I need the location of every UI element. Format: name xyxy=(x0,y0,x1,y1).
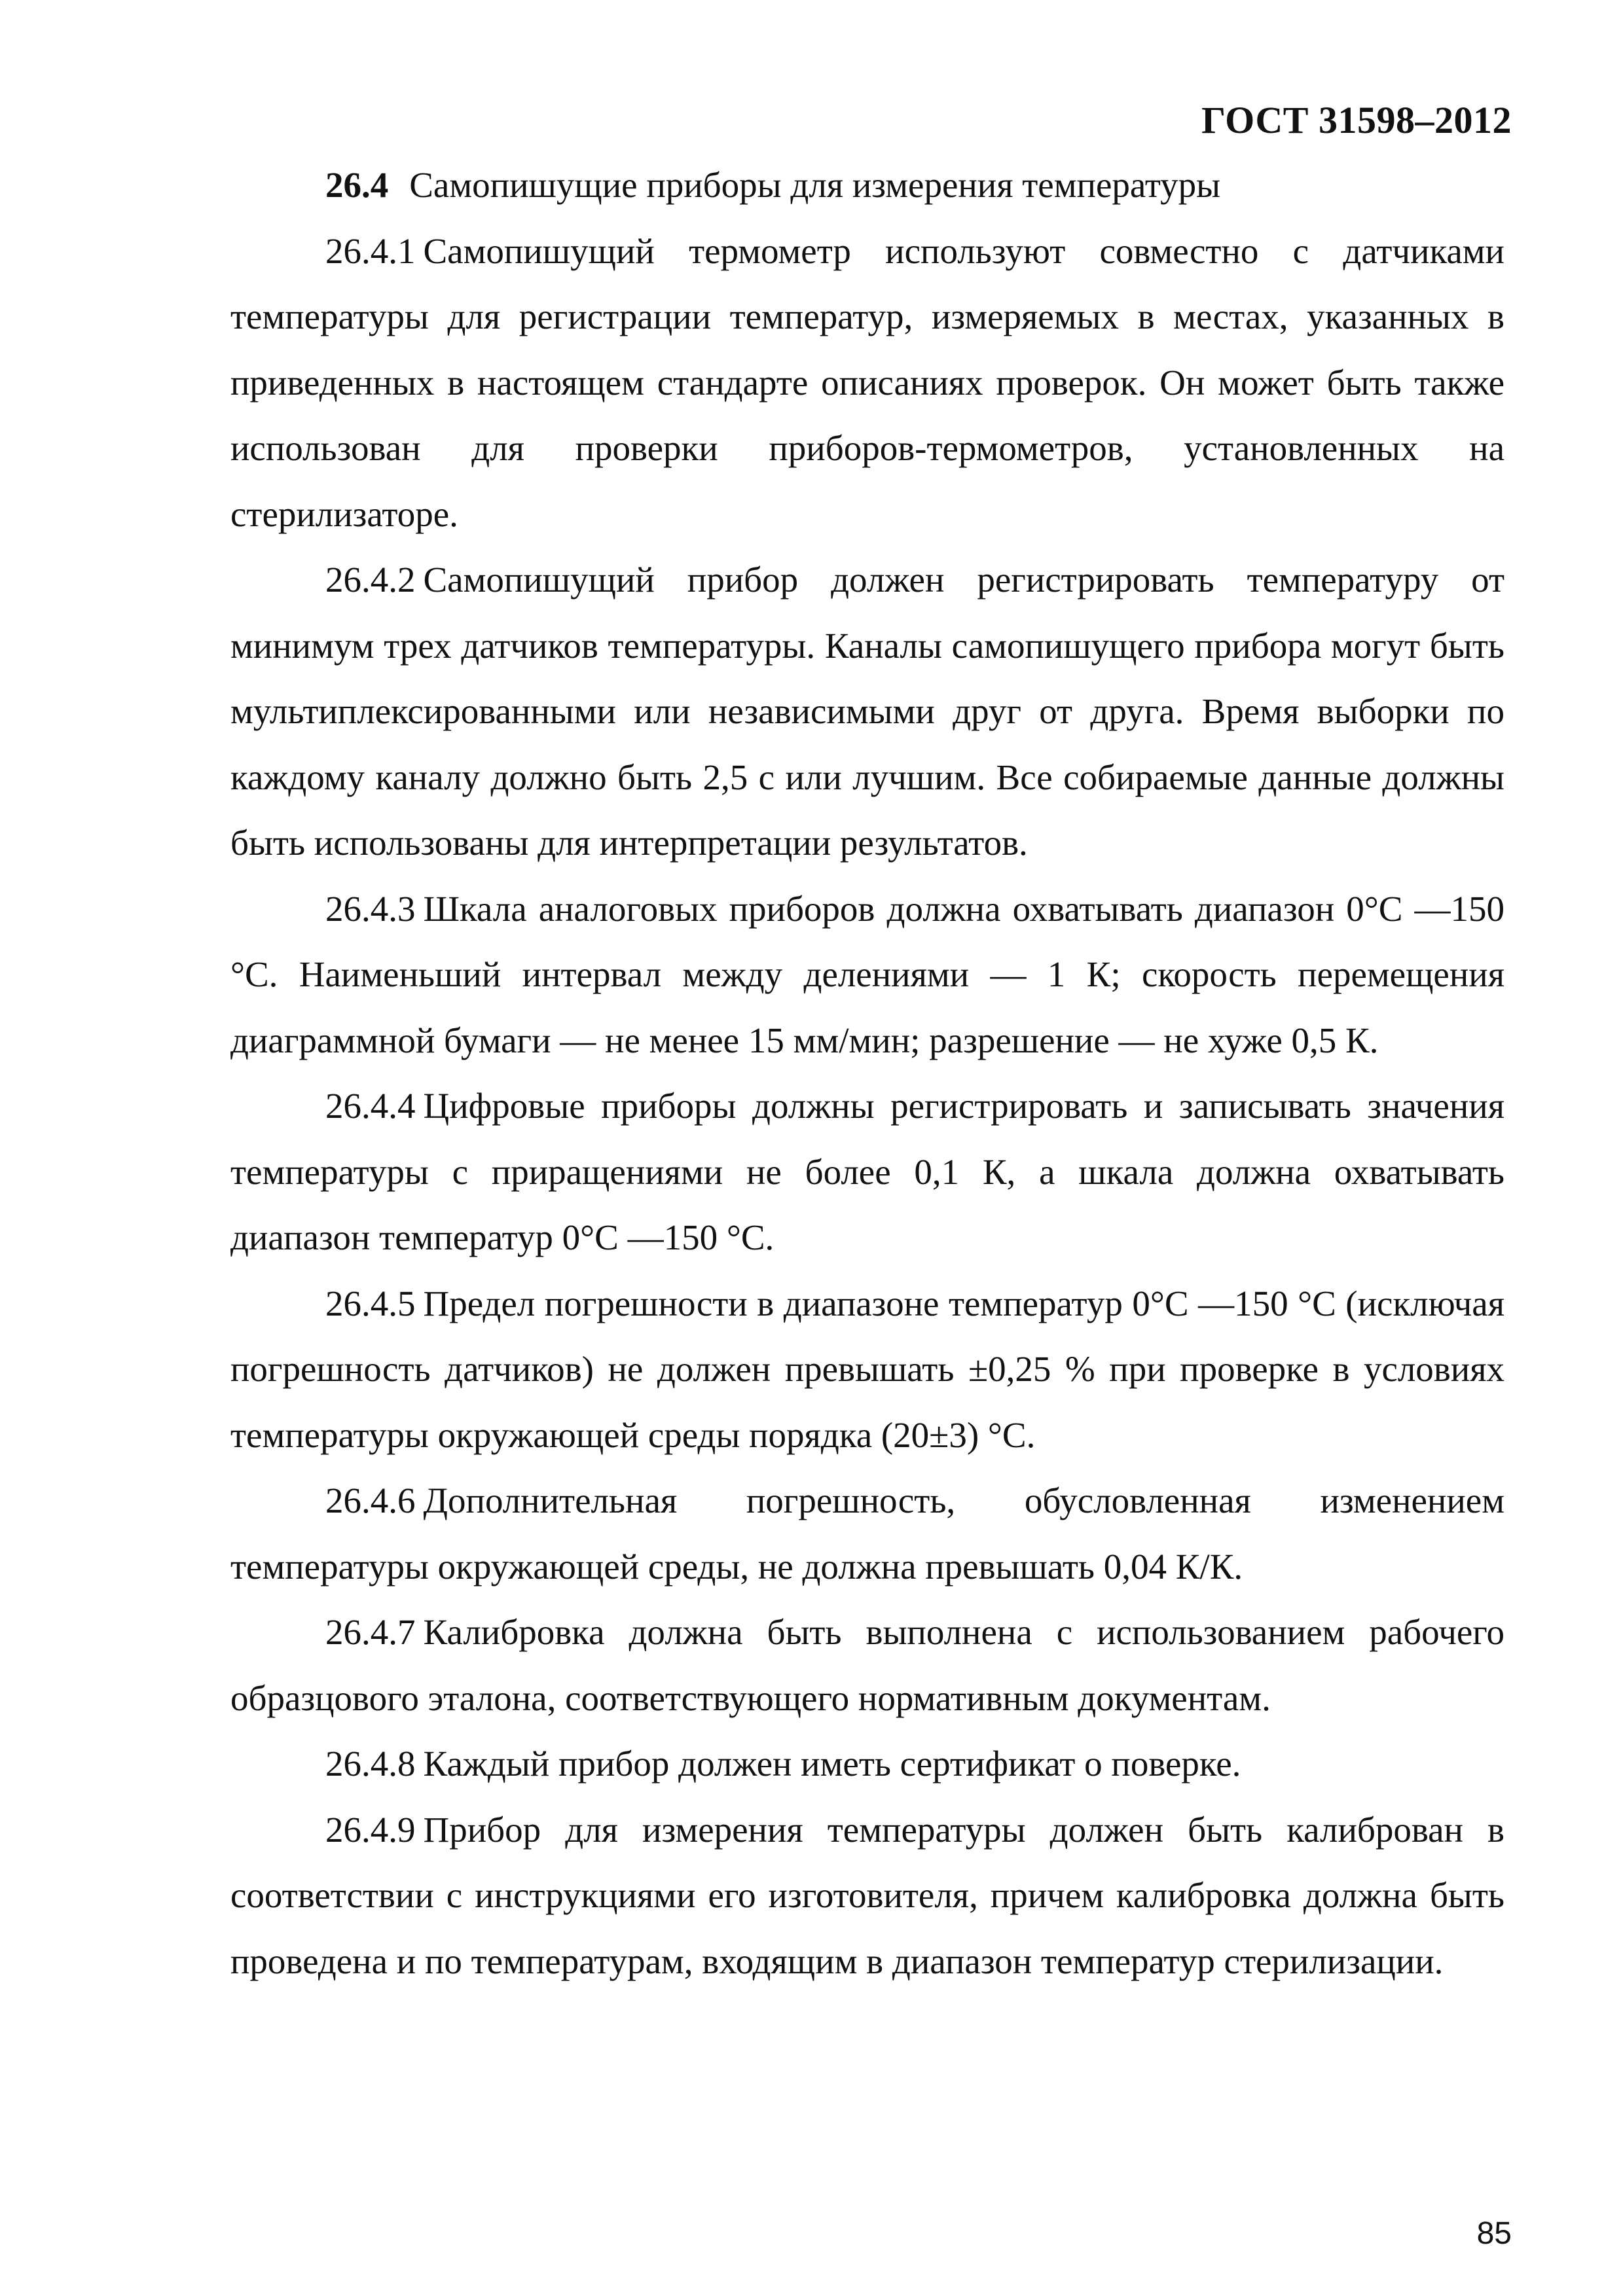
paragraph-number: 26.4.9 xyxy=(325,1809,416,1850)
paragraph-number: 26.4.3 xyxy=(325,888,416,929)
paragraph-number: 26.4.7 xyxy=(325,1612,416,1652)
paragraph-number: 26.4.2 xyxy=(325,560,416,600)
paragraph-26-4-4 xyxy=(230,1073,1504,1271)
paragraph-26-4-9 xyxy=(230,1797,1504,1995)
paragraph-number: 26.4.6 xyxy=(325,1480,416,1520)
paragraph-text: Цифровые приборы должны регистрировать и записывать значения температуры с приращениями не более 0,1 К, а шкала должна охватывать диапазон температур 0°С —150 °С. xyxy=(230,1086,1504,1257)
paragraph-text: Самопишущий прибор должен регистрировать температуру от минимум трех датчиков температуры. Каналы самопишущего прибора могут быть мультиплексированными или независимыми друг от друга. Время выборки по каждому каналу должно быть 2,5 с или лучшим. Все собираемые данные должны быть использованы для интерпретации результатов. xyxy=(230,560,1504,863)
paragraph-text: Прибор для измерения температуры должен быть калиброван в соответствии с инструкциями его изготовителя, причем калибровка должна быть проведена и по температурам, входящим в диапазон температур стерилизации. xyxy=(230,1809,1504,1981)
paragraph-number: 26.4.8 xyxy=(325,1744,416,1784)
paragraph-text: Дополнительная погрешность, обусловленная изменением температуры окружающей среды, не должна превышать 0,04 К/К. xyxy=(230,1480,1504,1587)
document-standard-header: ГОСТ 31598–2012 xyxy=(1201,99,1512,141)
paragraph-number: 26.4.5 xyxy=(325,1283,416,1323)
paragraph-text: Шкала аналоговых приборов должна охватывать диапазон 0°С —150 °С. Наименьший интервал между делениями — 1 К; скорость перемещения диаграммной бумаги — не менее 15 мм/мин; разрешение — не хуже 0,5 К. xyxy=(230,888,1504,1060)
paragraph-number: 26.4.1 xyxy=(325,230,416,271)
paragraph-26-4-3 xyxy=(230,876,1504,1074)
paragraph-text: Предел погрешности в диапазоне температур 0°С —150 °С (исключая погрешность датчиков) не должен превышать ±0,25 % при проверке в условиях температуры окружающей среды порядка (20±3) °С. xyxy=(230,1283,1504,1455)
paragraph-26-4-1 xyxy=(230,219,1504,548)
paragraph-26-4-7 xyxy=(230,1600,1504,1731)
paragraph-26-4-2 xyxy=(230,547,1504,876)
paragraph-26-4-6 xyxy=(230,1468,1504,1600)
page-content xyxy=(230,152,1504,1994)
paragraph-text: Калибровка должна быть выполнена с использованием рабочего образцового эталона, соответствующего нормативным документам. xyxy=(230,1612,1504,1718)
section-heading xyxy=(230,152,1504,219)
paragraph-26-4-8 xyxy=(230,1731,1504,1797)
page-number: 85 xyxy=(1476,2216,1512,2251)
paragraph-26-4-5 xyxy=(230,1271,1504,1469)
section-number: 26.4 xyxy=(325,165,389,205)
paragraph-number: 26.4.4 xyxy=(325,1086,416,1126)
paragraph-text: Каждый прибор должен иметь сертификат о поверке. xyxy=(423,1744,1241,1784)
section-title: Самопишущие приборы для измерения температуры xyxy=(409,165,1221,205)
paragraph-text: Самопишущий термометр используют совместно с датчиками температуры для регистрации температур, измеряемых в местах, указанных в приведенных в настоящем стандарте описаниях проверок. Он может быть также использован для проверки приборов-термометров, установленных на стерилизаторе. xyxy=(230,230,1504,534)
